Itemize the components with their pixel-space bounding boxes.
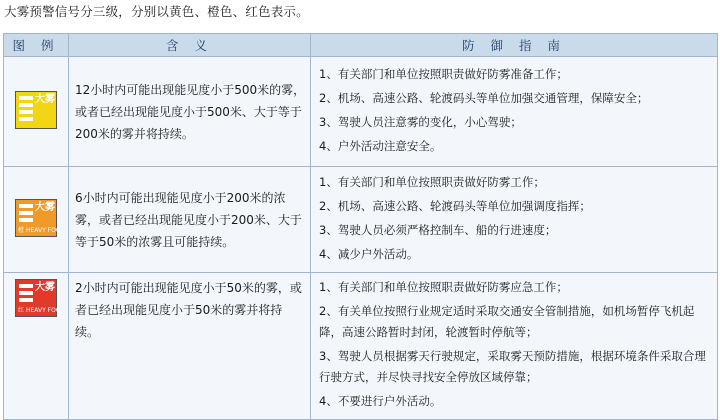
- legend-cell: [4, 167, 69, 273]
- guide-item: 2、有关单位按照行业规定适时采取交通安全管制措施，如机场暂停飞机起降，高速公路暂时封闭，轮渡暂时停航等；: [319, 304, 695, 339]
- guide-item: 1、有关部门和单位按照职责做好防雾应急工作；: [319, 280, 568, 294]
- signal-title: 大雾: [35, 282, 55, 293]
- legend-cell: [4, 273, 69, 420]
- guide-cell: [311, 57, 718, 167]
- guide-item: 4、户外活动注意安全。: [319, 138, 442, 153]
- meaning-cell: 2小时内可能出现能见度小于50米的雾，或者已经出现能见度小于50米的雾并将持续。: [69, 273, 311, 420]
- table-row-red: [4, 273, 718, 420]
- guide-item: 3、驾驶人员根据雾天行驶规定，采取雾天预防措施，根据环境条件采取合理行驶方式，并尽快寻找安全停放区域停靠；: [319, 349, 706, 384]
- guide-item: 1、有关部门和单位按照职责做好防雾工作；: [319, 174, 545, 189]
- table-header-row: [4, 34, 718, 57]
- header-meaning: 含 义: [69, 34, 311, 57]
- guide-item: 2、机场、高速公路、轮渡码头等单位加强交通管理，保障安全；: [319, 90, 649, 105]
- header-guide: 防 御 指 南: [311, 34, 718, 57]
- signal-title: 大雾: [35, 201, 55, 213]
- orange-fog-signal-icon: [15, 199, 61, 237]
- guide-cell: [311, 167, 718, 273]
- signal-caption: 橙 HEAVY FOG: [18, 226, 61, 234]
- meaning-cell: 6小时内可能出现能见度小于200米的浓雾，或者已经出现能见度小于200米、大于等于50米的浓雾且可能持续。: [69, 167, 311, 273]
- red-fog-signal-icon: [15, 279, 61, 317]
- meaning-cell: 12小时内可能出现能见度小于500米的雾，或者已经出现能见度小于500米、大于等于200米的雾并将持续。: [69, 57, 311, 167]
- guide-item: 3、驾驶人员必须严格控制车、船的行进速度；: [319, 222, 557, 237]
- fog-warning-table: [3, 33, 718, 420]
- yellow-fog-signal-icon: [15, 91, 57, 129]
- intro-text: 大雾预警信号分三级，分别以黄色、橙色、红色表示。: [4, 4, 309, 19]
- guide-item: 3、驾驶人员注意雾的变化，小心驾驶；: [319, 114, 522, 129]
- signal-title: 大雾: [35, 93, 55, 105]
- legend-cell: [4, 57, 69, 167]
- guide-item: 1、有关部门和单位按照职责做好防雾准备工作；: [319, 66, 568, 81]
- table-row-orange: [4, 167, 718, 273]
- guide-item: 2、机场、高速公路、轮渡码头等单位加强调度指挥；: [319, 198, 591, 213]
- guide-item: 4、减少户外活动。: [319, 246, 419, 261]
- signal-caption: 红 HEAVY FOG: [18, 307, 61, 314]
- guide-cell: [311, 273, 718, 420]
- guide-item: 4、不要进行户外活动。: [319, 394, 442, 408]
- header-legend: 图 例: [4, 34, 69, 57]
- table-row-yellow: [4, 57, 718, 167]
